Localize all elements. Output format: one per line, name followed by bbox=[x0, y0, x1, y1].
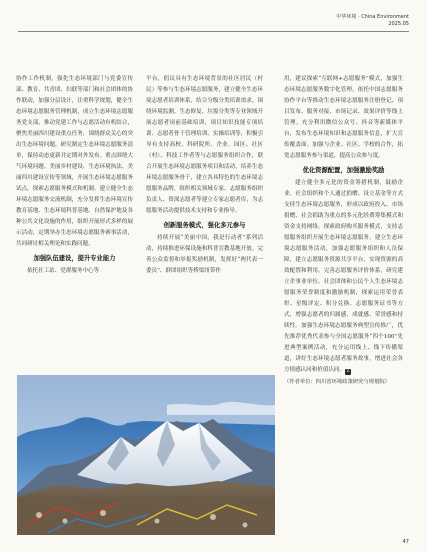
col3-paragraph: 用，建议探索“互联网+志愿服务”模式，加强生态环境志愿服务数字化管理，依托中国志愿服务协作平台等推动生态环境志愿服务注册登记、项目发布、服务对接、市场记录、效果评价等线上管理。充分利用微信公众号、抖音等新媒体平台，发布生态环境知识和志愿服务信息，扩大宣传覆盖面。加强与企业、社区、学校的合作，拓宽志愿服务参与渠道，提高公众参与度。 bbox=[284, 76, 403, 159]
mountain-photo bbox=[17, 375, 275, 535]
col2-paragraph: 平台，倡议具有生态环境背景的社区居民（村民）等参与生态环境志愿服务，建立健全生态环境志愿者培训体系，结合分级分类培训需求，围绕环境监测、生态修复、垃圾分类等专业领域开展志愿者岗前基础培训，项目知识技能专项培训、志愿者骨干管理培训、实操培训等，积极引导有支持高校、科研院所、企业、园区、社区（村）、科技工作者等与志愿服务组织合作，联合开展生态环境志愿服务项目和活动，培养生态环境志愿服务骨干，建立各具特色的生态环境志愿服务品牌，组织相关领域专家、志愿服务组织负责人、资深志愿者等建立专家志愿者库，为志愿服务活动提供技术支持和专业指导。 bbox=[146, 76, 263, 214]
journal-name: 中华环境 · China Environment bbox=[336, 14, 409, 20]
end-mark-icon: Z bbox=[346, 369, 350, 374]
author-affiliation: （作者单位：四川省环境政策研究与规划院） bbox=[284, 379, 390, 385]
section-heading-innovation: 创新服务模式，强化多元参与 bbox=[163, 222, 246, 229]
col3-paragraph-2 bbox=[284, 178, 403, 376]
col2-paragraph-2: 持续开展“美丽中国，我是行动者”系列活动，持续推进环保设施和科普宣教基地开放。完善公众监督和举报奖励机制，发挥好“两代表一委员”、群团组织等桥梁纽带作 bbox=[146, 235, 263, 274]
column-2 bbox=[146, 74, 263, 277]
issue-date: 2025.05 bbox=[388, 21, 409, 27]
section-heading-resources: 优化资源配置，加强激励奖励 bbox=[302, 167, 385, 174]
masthead bbox=[336, 14, 409, 28]
column-1 bbox=[16, 74, 133, 277]
col1-paragraph-2: 依托社工站、党群服务中心等 bbox=[27, 268, 100, 274]
column-3 bbox=[284, 74, 403, 387]
section-heading-team: 加强队伍建设，提升专业能力 bbox=[33, 255, 116, 262]
header-rule bbox=[18, 31, 409, 32]
page-number: 47 bbox=[402, 539, 409, 545]
col3-paragraph-2-text: 建立健全多元化的资金筹措机制，鼓励企业、社会组织和个人通过捐赠、设立基金等方式支持生态环境志愿服务，形成以政府投入、市场捐赠、社会捐助为重点的多元化经费筹集模式和资金支持网络，探索政府购买服务模式，支持志愿服务组织开展生态环境志愿服务，建立生态环境志愿服务活动，加强志愿服务组织和人员保障，建立志愿服务资源共享平台，实现资源的高效配置和利用。完善志愿服务评价体系，研究建立企事业单位、社会团体和公民个人生态环境志愿服务荣誉制度和激励机制，探索运用荣誉表彰、星级评定、积分兑换、志愿服务证书等方式，增强志愿者的归属感、成就感、荣誉感和持续性。加强生态环境志愿服务典型宣传推广，优先推荐优秀代表参与全国志愿服务“四个100”先进典型案例活动，充分运用线上、线下传播渠道，讲好生态环境志愿者服务故事，增进社会各方情感认同和价值认同。 bbox=[284, 180, 403, 373]
mountain-photo-image bbox=[17, 375, 275, 535]
col1-paragraph: 协作工作机制，强化生态环境部门与党委宣传部、教育、共青团、妇联等部门和社会团体的协作联动，加强分层设计，注重科学规划，健全生态环境志愿服务管理机制，成立生态环境志愿服务党支部，推动党建工作与志愿活动有机结合，聚焦美丽四川建设重点任务，围绕群众关心的突出生态环境问题，研究制定生态环境志愿服务清单，保持动态更新并定期对外发布。重点围绕大气环境问题、美丽乡村建设、生态环境执法、美丽四川建设宣传等领域，开展生态环境志愿服务试点，探索志愿服务模式和机制。建立健全生态环境志愿服务交流机制，充分发挥生态环境宣传教育基地、生态环境科普基地、自然保护地及各种公共文化设施的作用，组织开展形式多样的展示活动，定期举办生态环境志愿服务赛事活动，共同研讨相关理论和实践问题。 bbox=[16, 76, 133, 247]
